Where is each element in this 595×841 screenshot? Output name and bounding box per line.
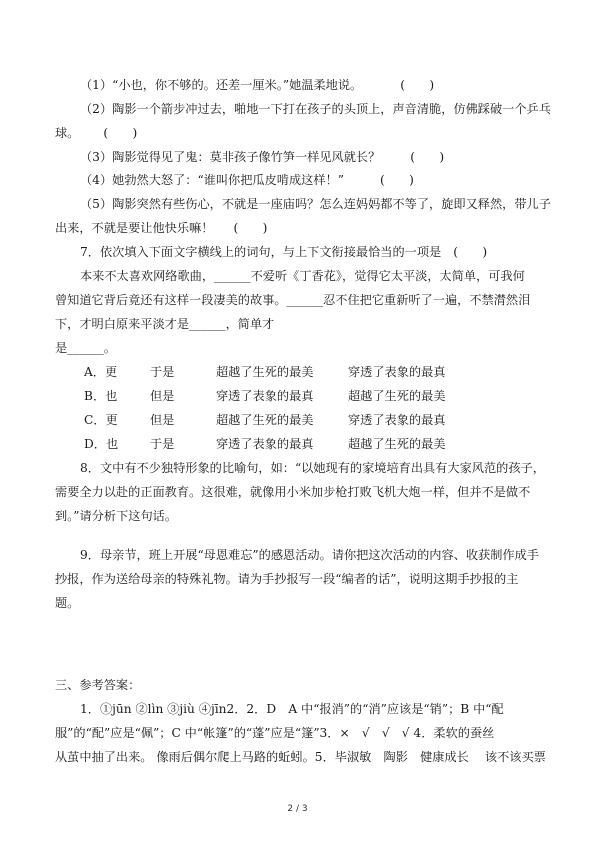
answer-paren: ( ) bbox=[379, 173, 414, 187]
answer-paren: ( ) bbox=[410, 150, 445, 164]
q6-item-5 bbox=[80, 196, 551, 212]
q8-line-2: 需要全力以赴的正面教育。这很难，就像用小米加步枪打败飞机大炮一样，但并不是做不 bbox=[55, 485, 531, 499]
q9-line-2: 抄报，作为送给母亲的特殊礼物。请为手抄报写一段“编者的话”，说明这期手抄报的主 bbox=[55, 572, 519, 586]
q6-item-2-text-cont: 球。 bbox=[55, 126, 80, 140]
q6-item-1 bbox=[80, 77, 434, 93]
q6-item-5-text: （5）陶影突然有些伤心，不就是一座庙吗？怎么连妈妈都不等了，旋即又释然，带儿子 bbox=[80, 197, 551, 211]
q6-item-5-cont bbox=[55, 220, 267, 236]
option-phrase-1: 穿透了表象的最真 bbox=[216, 437, 314, 451]
option-phrase-1: 超越了生死的最美 bbox=[216, 365, 314, 379]
option-phrase-2: 超越了生死的最美 bbox=[348, 437, 446, 451]
q7-option-a bbox=[84, 364, 446, 380]
q7-option-c bbox=[84, 412, 446, 428]
q7-passage-line-3: 下，才明白原来平淡才是______，简单才 bbox=[55, 317, 275, 331]
option-word: 但是 bbox=[150, 389, 175, 403]
answer-paren: ( ) bbox=[400, 78, 435, 92]
q6-item-4 bbox=[80, 172, 414, 188]
q7-option-d bbox=[84, 436, 446, 452]
q6-item-4-text: （4）她勃然大怒了：“谁叫你把瓜皮啃成这样！” bbox=[80, 173, 344, 187]
page-number: 2 / 3 bbox=[287, 804, 308, 814]
answer-paren: ( ) bbox=[103, 126, 138, 140]
q7-passage-line-4: 是______。 bbox=[55, 341, 116, 355]
answers-line-2: 服”的“配”应是“佩”；C 中“帐篷”的“蓬”应是“篷”3．× √ √ √ 4．柔软的蚕丝 bbox=[55, 726, 495, 740]
option-phrase-2: 穿透了表象的最真 bbox=[348, 365, 446, 379]
option-letter: D．也 bbox=[84, 437, 119, 451]
q6-item-2 bbox=[80, 101, 551, 117]
q9-line-1: 9．母亲节，班上开展“母恩难忘”的感恩活动。请你把这次活动的内容、收获制作成手 bbox=[80, 548, 539, 562]
q7-passage-line-2: 曾知道它背后竟还有这样一段凄美的故事。______忍不住把它重新听了一遍，不禁潸然泪 bbox=[55, 293, 531, 307]
option-letter: B．也 bbox=[84, 389, 118, 403]
option-phrase-1: 穿透了表象的最真 bbox=[216, 389, 314, 403]
q6-item-3 bbox=[80, 149, 444, 165]
option-phrase-2: 穿透了表象的最真 bbox=[348, 413, 446, 427]
q6-item-5-text-cont: 出来，不就是要让他快乐嘛！ bbox=[55, 221, 214, 235]
option-word: 于是 bbox=[150, 437, 175, 451]
q7-option-b bbox=[84, 388, 446, 404]
answer-paren: ( ) bbox=[233, 221, 268, 235]
q6-item-2-text: （2）陶影一个箭步冲过去，啪地一下打在孩子的头顶上，声音清脆，仿佛踩破一个乒乓 bbox=[80, 102, 551, 116]
answers-heading: 三、参考答案： bbox=[55, 678, 141, 692]
q7-stem-text: 7．依次填入下面文字横线上的词句，与上下文衔接最恰当的一项是 bbox=[80, 245, 442, 259]
option-letter: A．更 bbox=[84, 365, 118, 379]
option-letter: C．更 bbox=[84, 413, 118, 427]
option-word: 于是 bbox=[150, 365, 175, 379]
option-word: 但是 bbox=[150, 413, 175, 427]
q6-item-1-text: （1）“小也，你不够的。还差一厘米。”她温柔地说。 bbox=[80, 78, 363, 92]
option-phrase-1: 超越了生死的最美 bbox=[216, 413, 314, 427]
q6-item-3-text: （3）陶影觉得见了鬼：莫非孩子像竹笋一样见风就长？ bbox=[80, 150, 381, 164]
q8-line-3: 到。”请分析下这句话。 bbox=[55, 509, 178, 523]
answer-paren: ( ) bbox=[453, 245, 488, 259]
q7-passage-line-1: 本来不太喜欢网络歌曲，______不爱听《丁香花》，觉得它太平淡，太简单，可我何 bbox=[80, 269, 525, 283]
q9-line-3: 题。 bbox=[55, 596, 80, 610]
answers-line-1: 1．①jūn ②lìn ③jiù ④jīn2．2．D A 中“报消”的“消”应该是“销”；B 中“配 bbox=[80, 702, 504, 716]
q7-stem bbox=[80, 244, 487, 260]
q8-line-1: 8．文中有不少独特形象的比喻句，如：“以她现有的家境培育出具有大家风范的孩子， bbox=[80, 461, 545, 475]
option-phrase-2: 超越了生死的最美 bbox=[348, 389, 446, 403]
q6-item-2-cont bbox=[55, 125, 137, 141]
answers-line-3: 从茧中抽了出来。 像雨后偶尔爬上马路的蚯蚓。5．毕淑敏 陶影 健康成长 该不该买票 bbox=[55, 750, 546, 764]
